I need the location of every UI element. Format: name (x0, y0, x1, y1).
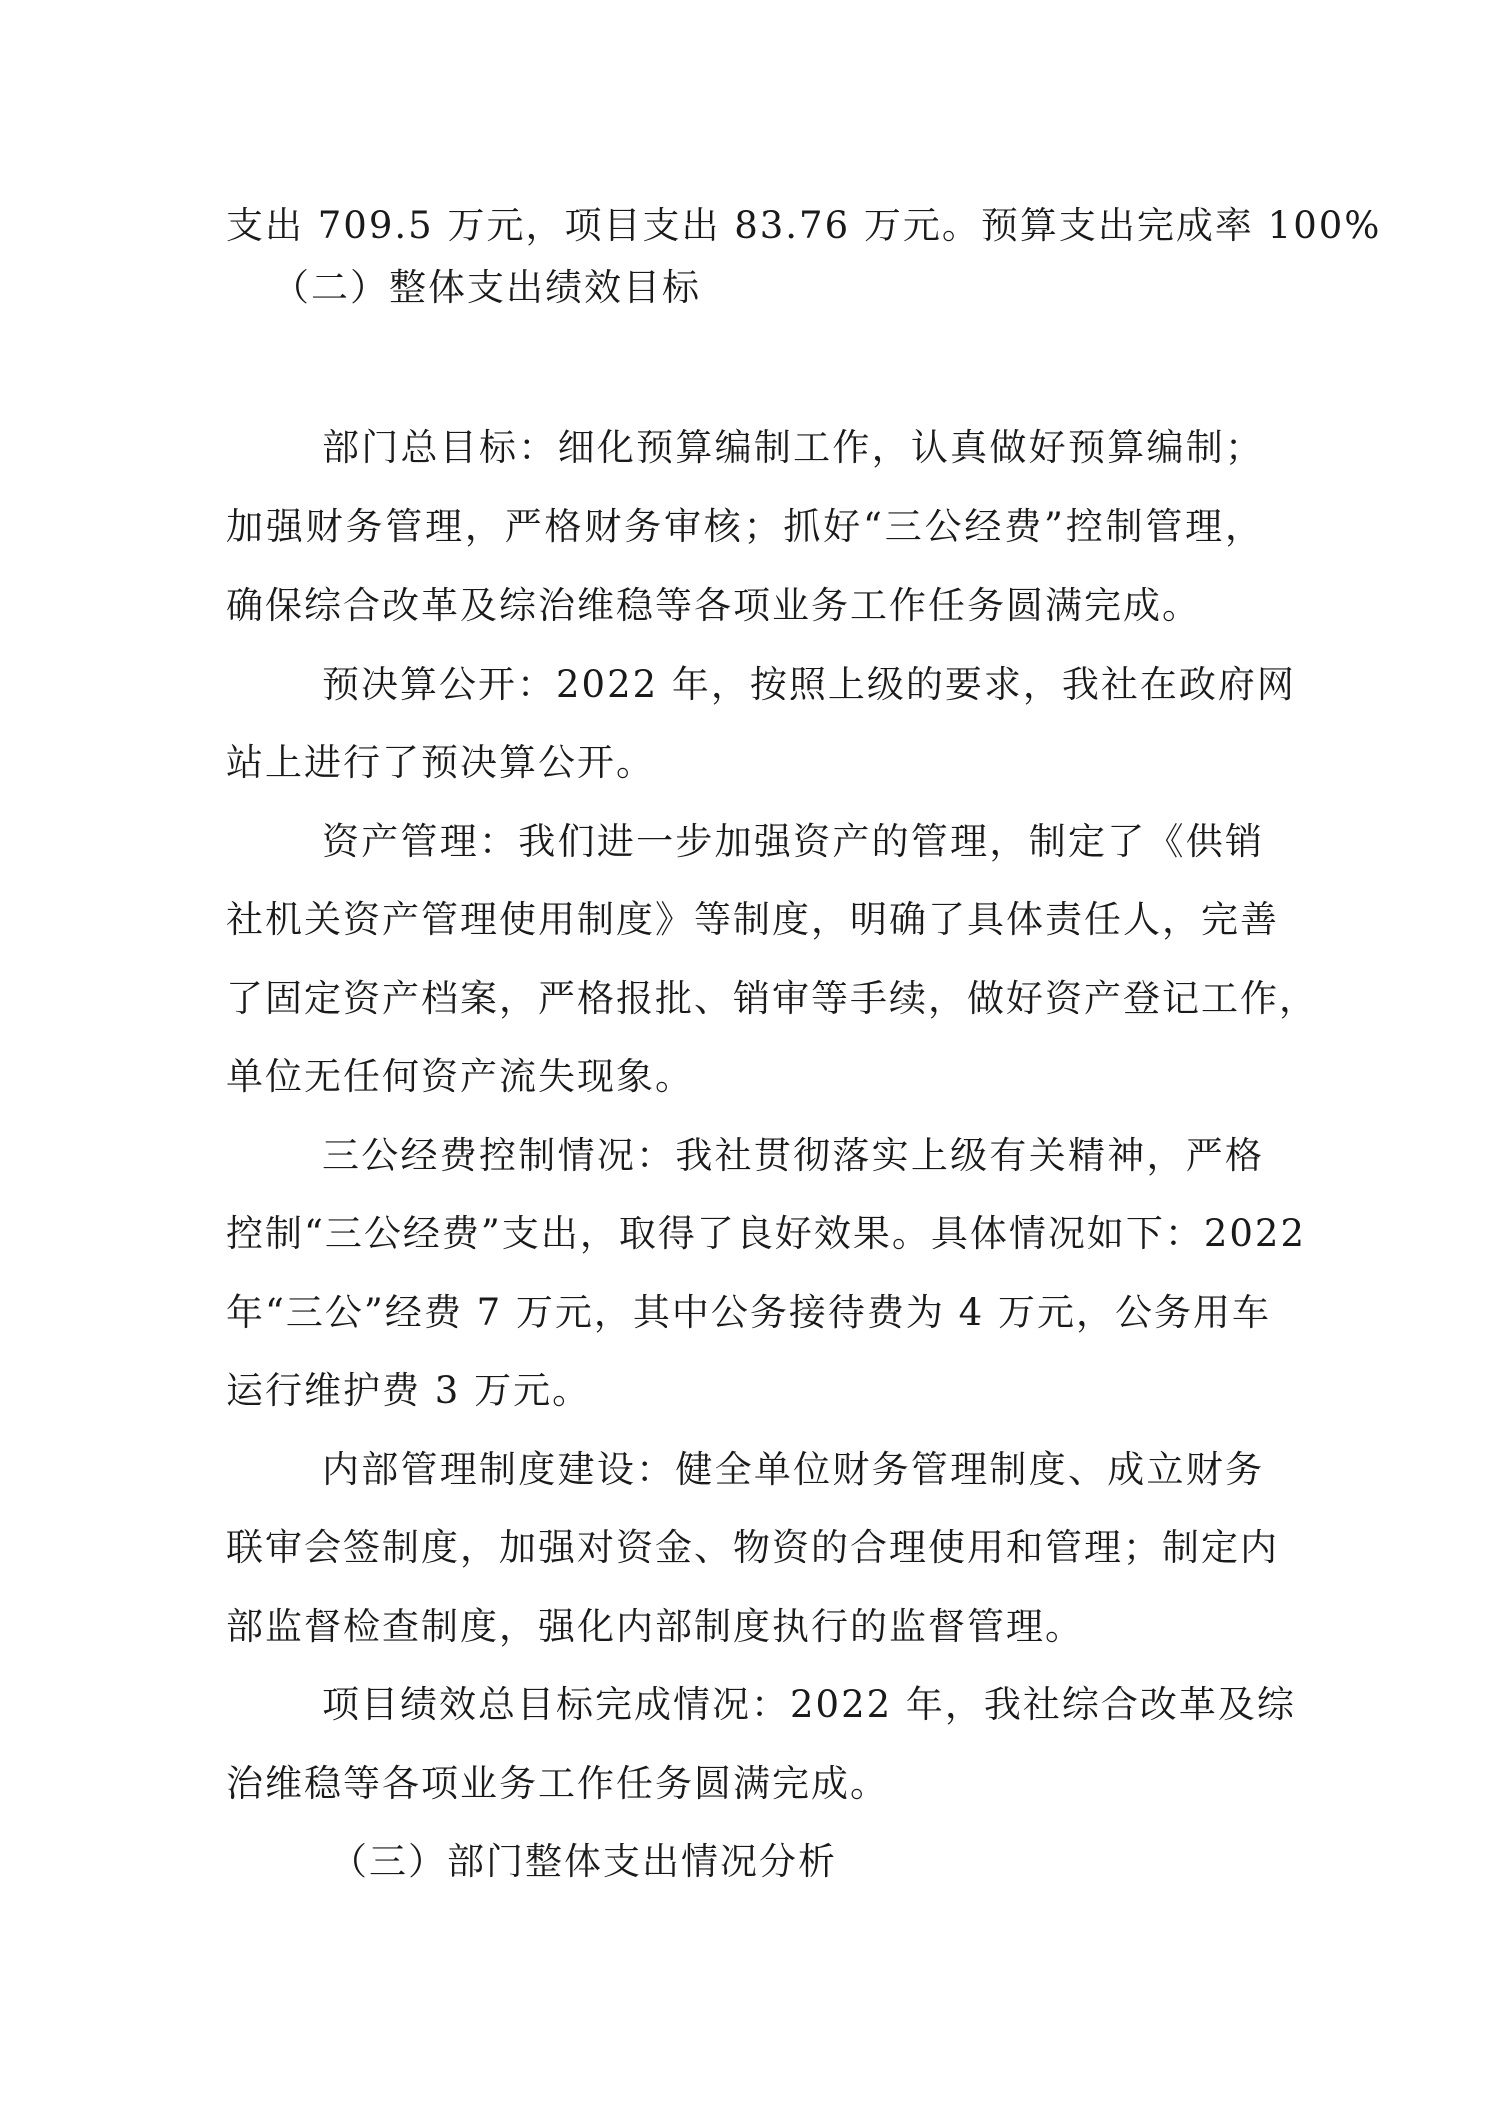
text-line-three-costs-2: 控制“三公经费”支出，取得了良好效果。具体情况如下：2022 (226, 1212, 1306, 1255)
text-line-three-costs-3: 年“三公”经费 7 万元，其中公务接待费为 4 万元，公务用车 (226, 1291, 1271, 1334)
text-line-assets-3: 了固定资产档案，严格报批、销审等手续，做好资产登记工作， (226, 977, 1318, 1020)
text-line-project-2: 治维稳等各项业务工作任务圆满完成。 (226, 1762, 889, 1805)
text-line-disclosure-1: 预决算公开：2022 年，按照上级的要求，我社在政府网 (322, 663, 1296, 706)
text-line-three-costs-1: 三公经费控制情况：我社贯彻落实上级有关精神，严格 (322, 1134, 1264, 1177)
section-heading-3: （三）部门整体支出情况分析 (330, 1840, 837, 1883)
text-line-assets-2: 社机关资产管理使用制度》等制度，明确了具体责任人，完善 (226, 898, 1279, 941)
text-line-assets-1: 资产管理：我们进一步加强资产的管理，制定了《供销 (322, 820, 1264, 863)
text-line-three-costs-4: 运行维护费 3 万元。 (226, 1369, 592, 1412)
text-line-project-1: 项目绩效总目标完成情况：2022 年，我社综合改革及综 (322, 1683, 1296, 1726)
text-line-disclosure-2: 站上进行了预决算公开。 (226, 741, 655, 784)
text-line-internal-3: 部监督检查制度，强化内部制度执行的监督管理。 (226, 1605, 1084, 1648)
text-line-budget-summary: 支出 709.5 万元，项目支出 83.76 万元。预算支出完成率 100% (226, 204, 1382, 247)
text-line-internal-1: 内部管理制度建设：健全单位财务管理制度、成立财务 (322, 1448, 1264, 1491)
text-line-assets-4: 单位无任何资产流失现象。 (226, 1055, 694, 1098)
section-heading-2: （二）整体支出绩效目标 (272, 266, 701, 309)
text-line-goal-1: 部门总目标：细化预算编制工作，认真做好预算编制； (322, 426, 1264, 469)
text-line-goal-3: 确保综合改革及综治维稳等各项业务工作任务圆满完成。 (226, 584, 1201, 627)
text-line-internal-2: 联审会签制度，加强对资金、物资的合理使用和管理；制定内 (226, 1526, 1279, 1569)
text-line-goal-2: 加强财务管理，严格财务审核；抓好“三公经费”控制管理， (226, 505, 1264, 548)
